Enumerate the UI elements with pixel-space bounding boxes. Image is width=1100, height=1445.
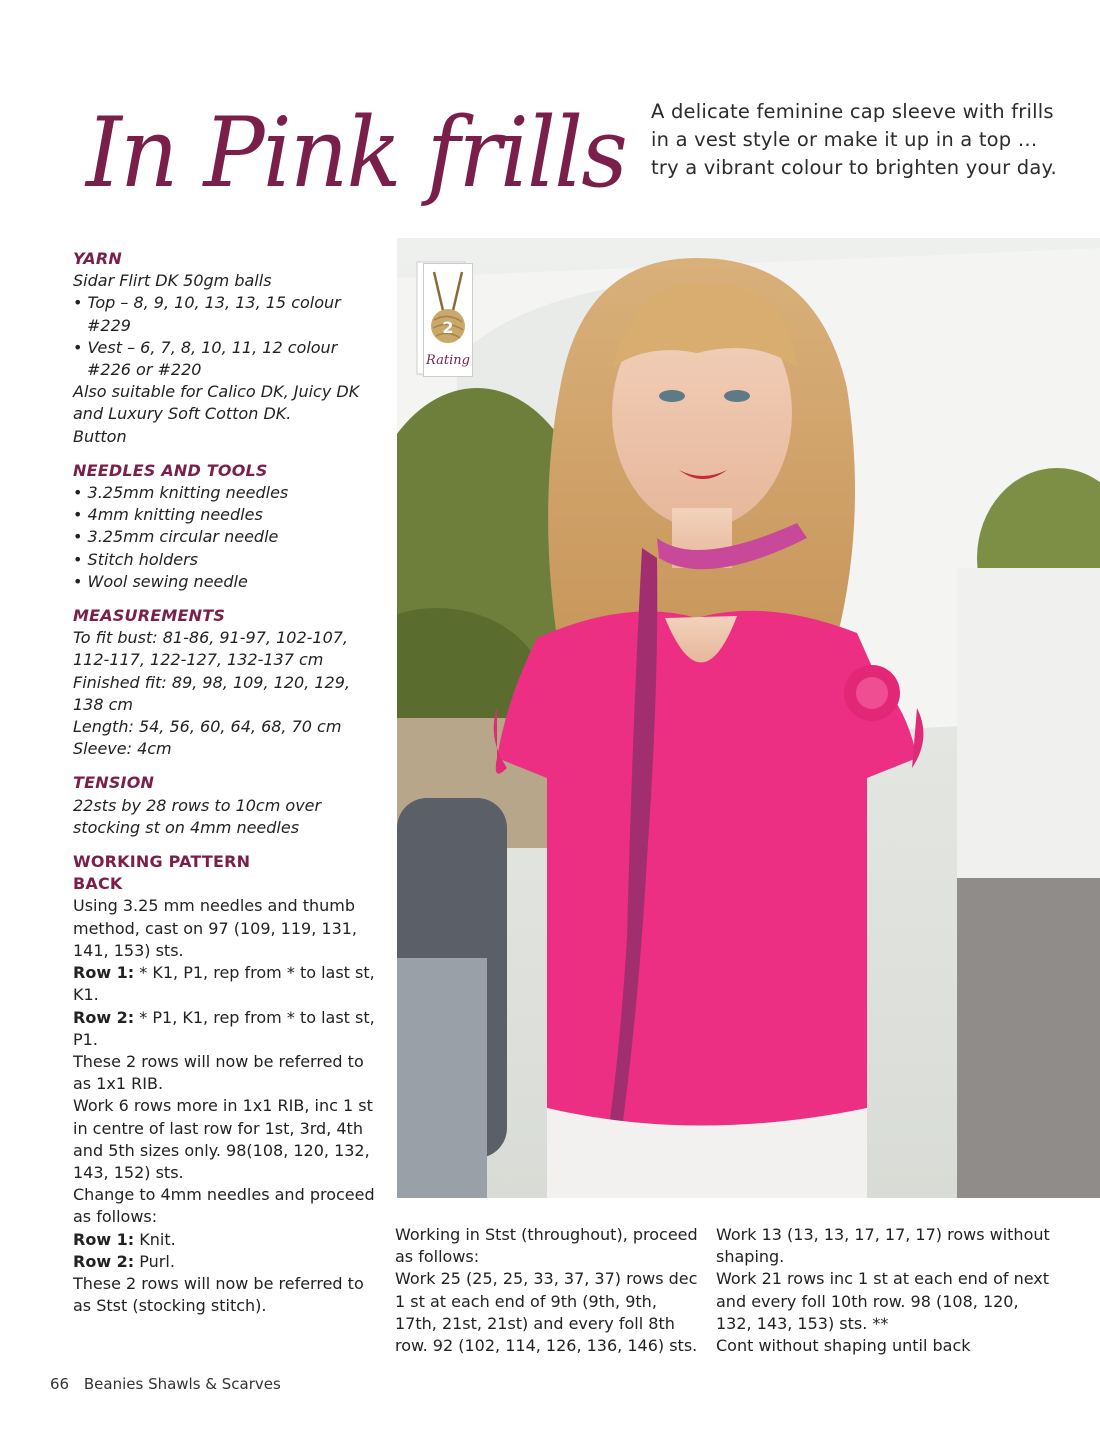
back-subheading: BACK xyxy=(73,874,123,894)
rating-badge xyxy=(423,263,473,377)
yarn-bullet: • Vest – 6, 7, 8, 10, 11, 12 colour #226 or #220 xyxy=(73,337,383,381)
yarn-line: Sidar Flirt DK 50gm balls xyxy=(73,271,272,291)
pattern-row xyxy=(73,1251,383,1273)
model-photo xyxy=(397,238,1100,1198)
tension-heading: TENSION xyxy=(73,773,155,793)
yarn-heading: YARN xyxy=(73,249,122,268)
measurement-line: Length: 54, 56, 60, 64, 68, 70 cm xyxy=(73,717,342,737)
tension-line: 22sts by 28 rows to 10cm over stocking st on 4mm needles xyxy=(73,795,322,837)
knitting-needles-icon xyxy=(424,264,472,376)
needles-bullet: • 3.25mm circular needle xyxy=(73,526,383,548)
pattern-paragraph: These 2 rows will now be referred to as Stst (stocking stitch). xyxy=(73,1273,364,1316)
page-number: 66 xyxy=(50,1375,70,1393)
pattern-paragraph: Change to 4mm needles and proceed as follows: xyxy=(73,1185,375,1227)
publication-name: Beanies Shawls & Scarves xyxy=(83,1375,281,1393)
left-column xyxy=(73,248,383,1317)
rating-value: 2 xyxy=(442,318,454,337)
yarn-line: Also suitable for Calico DK, Juicy DK and Luxury Soft Cotton DK. xyxy=(73,382,360,424)
pattern-row xyxy=(73,1229,383,1251)
row-label: Row 1: xyxy=(73,963,135,983)
measurement-line: Sleeve: 4cm xyxy=(73,739,172,759)
page-title xyxy=(78,78,638,248)
row-text: * K1, P1, rep from * to last st, K1. xyxy=(73,963,375,1005)
measurements-heading: MEASUREMENTS xyxy=(73,606,226,626)
yarn-bullet: • Top – 8, 9, 10, 13, 13, 15 colour #229 xyxy=(73,292,383,336)
needles-bullet: • Wool sewing needle xyxy=(73,571,383,593)
measurement-line: Finished fit: 89, 98, 109, 120, 129, 138 cm xyxy=(73,672,350,714)
yarn-line: Button xyxy=(73,426,127,446)
row-text: Purl. xyxy=(134,1251,175,1271)
page-footer xyxy=(50,1375,281,1393)
rating-label: Rating xyxy=(426,353,470,368)
row-text: * P1, K1, rep from * to last st, P1. xyxy=(73,1007,375,1049)
needles-bullet: • 4mm knitting needles xyxy=(73,504,383,526)
needles-bullet: • 3.25mm knitting needles xyxy=(73,482,383,504)
title-art xyxy=(78,78,638,248)
measurement-line: To fit bust: 81-86, 91-97, 102-107, 112-117, 122-127, 132-137 cm xyxy=(73,628,349,670)
row-label: Row 1: xyxy=(73,1229,135,1249)
photo-illustration xyxy=(397,238,1100,1198)
pattern-paragraph: Work 6 rows more in 1x1 RIB, inc 1 st in centre of last row for 1st, 3rd, 4th and 5th sizes only. 98(108, 120, 132, 143, 152) sts. xyxy=(73,1096,373,1182)
pattern-row xyxy=(73,962,383,1006)
row-text: Knit. xyxy=(134,1229,176,1249)
row-label: Row 2: xyxy=(73,1007,135,1027)
row-label: Row 2: xyxy=(73,1251,135,1271)
col3-paragraph: Cont without shaping until back xyxy=(716,1336,971,1356)
needles-heading: NEEDLES AND TOOLS xyxy=(73,460,268,480)
pattern-paragraph: Using 3.25 mm needles and thumb method, cast on 97 (109, 119, 131, 141, 153) sts. xyxy=(73,896,358,960)
intro-text: A delicate feminine cap sleeve with frills in a vest style or make it up in a top … try a vibrant colour to brighten your day. xyxy=(651,100,1057,179)
pattern-heading: WORKING PATTERN xyxy=(73,852,251,872)
title-text: In Pink frills xyxy=(84,97,627,209)
col2-paragraph: Working in Stst (throughout), proceed as follows: xyxy=(395,1225,698,1267)
col3-paragraph: Work 13 (13, 13, 17, 17, 17) rows without shaping. xyxy=(716,1225,1050,1267)
column-3 xyxy=(716,1224,1056,1357)
pattern-row xyxy=(73,1007,383,1051)
col2-paragraph: Work 25 (25, 25, 33, 37, 37) rows dec 1 st at each end of 9th (9th, 9th, 17th, 21st, 21st) and every foll 8th row. 92 (102, 114, 126, 136, 146) sts. xyxy=(395,1269,698,1356)
column-2 xyxy=(395,1224,700,1357)
pattern-paragraph: These 2 rows will now be referred to as 1x1 RIB. xyxy=(73,1051,364,1094)
col3-paragraph: Work 21 rows inc 1 st at each end of next and every foll 10th row. 98 (108, 120, 132, 143, 153) sts. ** xyxy=(716,1269,1050,1333)
needles-bullet: • Stitch holders xyxy=(73,549,383,571)
